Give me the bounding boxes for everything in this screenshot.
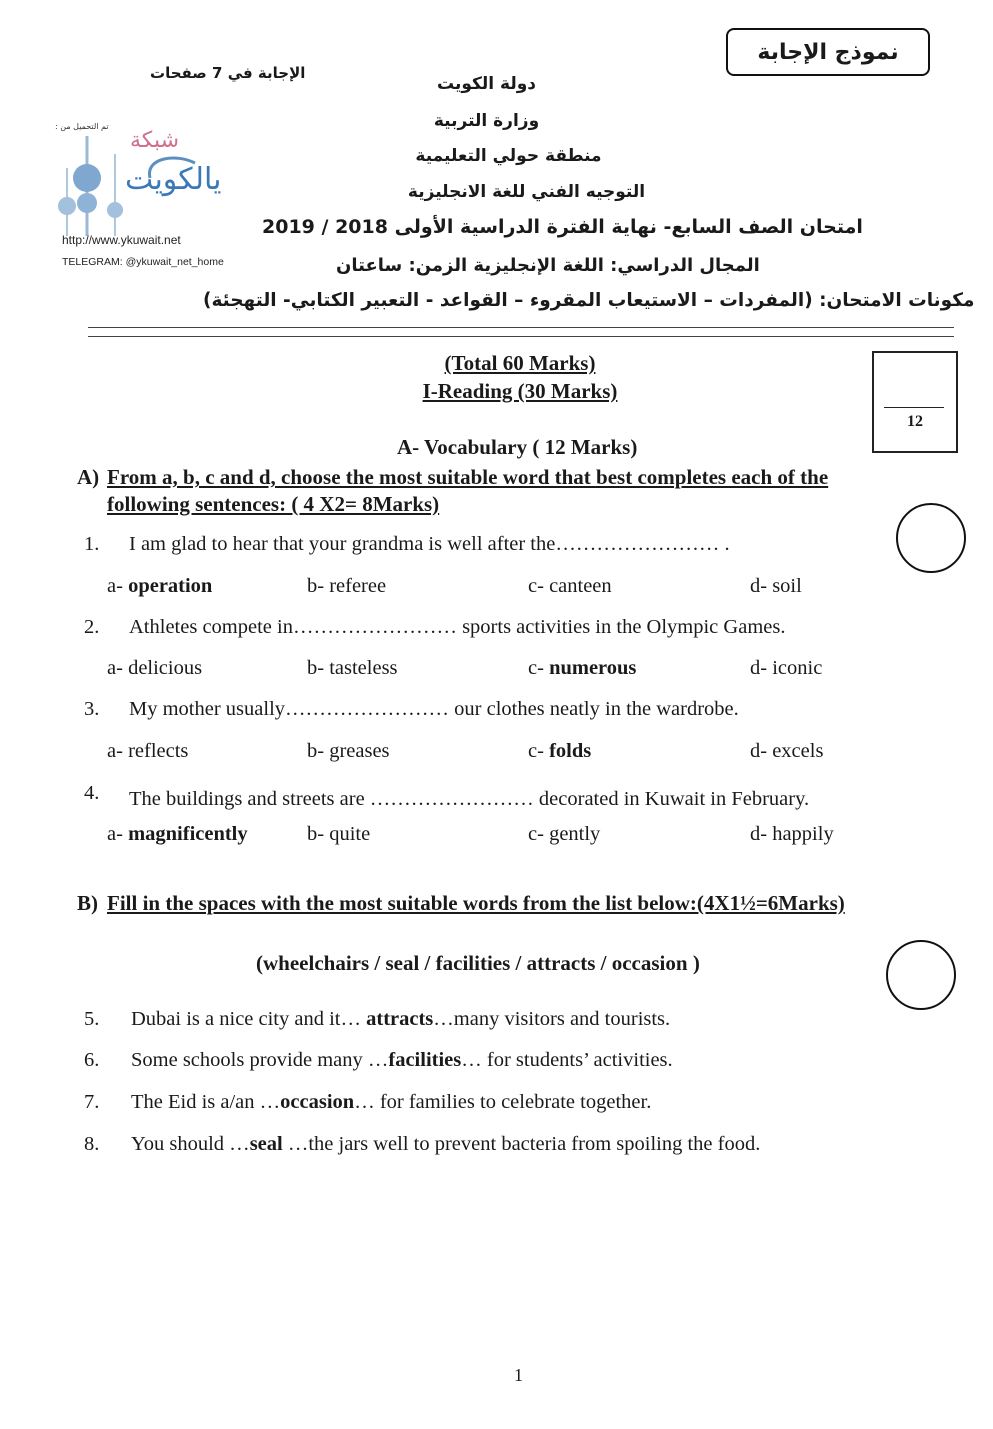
partA-instruction-line1: From a, b, c and d, choose the most suitable word that best completes each of the — [107, 465, 829, 489]
partB-instruction: Fill in the spaces with the most suitable words from the list below:(4X1½=6Marks) — [107, 891, 845, 915]
q1-option-a: a- operation — [107, 575, 213, 597]
logo-url: http://www.ykuwait.net — [62, 233, 181, 247]
q5-number: 5. — [84, 1008, 100, 1030]
q1-number: 1. — [84, 533, 100, 555]
marks-box — [872, 351, 958, 453]
q3-option-a: a- reflects — [107, 740, 189, 762]
marks-box-value: 12 — [907, 413, 923, 430]
total-marks: (Total 60 Marks) — [444, 351, 596, 375]
logo-name-text: يالكويت — [125, 162, 222, 197]
q2-text: Athletes compete in…………………… sports activities in the Olympic Games. — [129, 616, 786, 638]
header-supervision: التوجيه الفني للغة الانجليزية — [407, 182, 646, 202]
q3-text: My mother usually…………………… our clothes neatly in the wardrobe. — [129, 698, 739, 720]
q6-number: 6. — [84, 1049, 100, 1071]
partA-instruction-line2: following sentences: ( 4 X2= 8Marks) — [107, 492, 440, 516]
vocab-title — [397, 435, 637, 460]
q6-sentence: Some schools provide many …facilities… for students’ activities. — [131, 1049, 673, 1071]
partA-label: A) — [77, 465, 100, 489]
score-circle-a — [896, 503, 966, 573]
q4-option-a: a- magnificently — [107, 823, 248, 845]
q4-option-b: b- quite — [307, 823, 371, 845]
q2-option-a: a- delicious — [107, 657, 203, 679]
partB-word-list: (wheelchairs / seal / facilities / attracts / occasion ) — [256, 951, 700, 975]
q1-text: I am glad to hear that your grandma is well after the…………………… . — [129, 533, 730, 555]
header-ministry: وزارة التربية — [433, 111, 540, 131]
header-subject-time: المجال الدراسي: اللغة الإنجليزية الزمن: ساعتان — [336, 255, 760, 276]
double-separator — [88, 327, 954, 337]
header-district: منطقة حولي التعليمية — [415, 146, 602, 166]
marks-box-line — [884, 407, 944, 408]
q4-option-c: c- gently — [528, 823, 601, 845]
header-exam-title: امتحان الصف السابع- نهاية الفترة الدراسية الأولى 2018 / 2019 — [262, 216, 863, 238]
q1-option-b: b- referee — [307, 575, 387, 597]
q1-option-d: d- soil — [750, 575, 802, 597]
q1-option-c: c- canteen — [528, 575, 612, 597]
q2-option-d: d- iconic — [750, 657, 823, 679]
answer-model-box — [726, 28, 930, 76]
header-components: مكونات الامتحان: (المفردات – الاستيعاب المقروء – القواعد - التعبير الكتابي- التهجئة) — [203, 290, 975, 311]
q7-number: 7. — [84, 1091, 100, 1113]
q2-number: 2. — [84, 616, 100, 638]
q3-option-c: c- folds — [528, 740, 592, 762]
q2-option-c: c- numerous — [528, 657, 637, 679]
q3-option-d: d- excels — [750, 740, 824, 762]
answer-model-label: نموذج الإجابة — [757, 39, 899, 65]
header-state: دولة الكويت — [436, 74, 537, 94]
score-circle-b — [886, 940, 956, 1010]
vocab-title-text: A- Vocabulary ( 12 Marks) — [397, 435, 638, 459]
q8-number: 8. — [84, 1133, 100, 1155]
q4-option-d: d- happily — [750, 823, 834, 845]
q2-option-b: b- tasteless — [307, 657, 398, 679]
download-note: تم التحميل من : — [55, 122, 109, 131]
q3-option-b: b- greases — [307, 740, 390, 762]
partB-label: B) — [77, 891, 98, 915]
q7-sentence: The Eid is a/an …occasion… for families to celebrate together. — [131, 1091, 652, 1113]
ykuwait-logo — [55, 118, 235, 273]
section-title: I-Reading (30 Marks) — [422, 379, 618, 403]
logo-telegram: TELEGRAM: @ykuwait_net_home — [62, 256, 224, 268]
q8-sentence: You should …seal …the jars well to prevent bacteria from spoiling the food. — [131, 1133, 761, 1155]
q4-text: The buildings and streets are …………………… decorated in Kuwait in February. — [129, 788, 810, 810]
q5-sentence: Dubai is a nice city and it… attracts…many visitors and tourists. — [131, 1008, 671, 1030]
q4-number: 4. — [84, 782, 100, 804]
q3-number: 3. — [84, 698, 100, 720]
page-number: 1 — [514, 1365, 523, 1385]
logo-network-text: شبكة — [130, 128, 180, 153]
pages-note: الإجابة في 7 صفحات — [150, 64, 306, 82]
